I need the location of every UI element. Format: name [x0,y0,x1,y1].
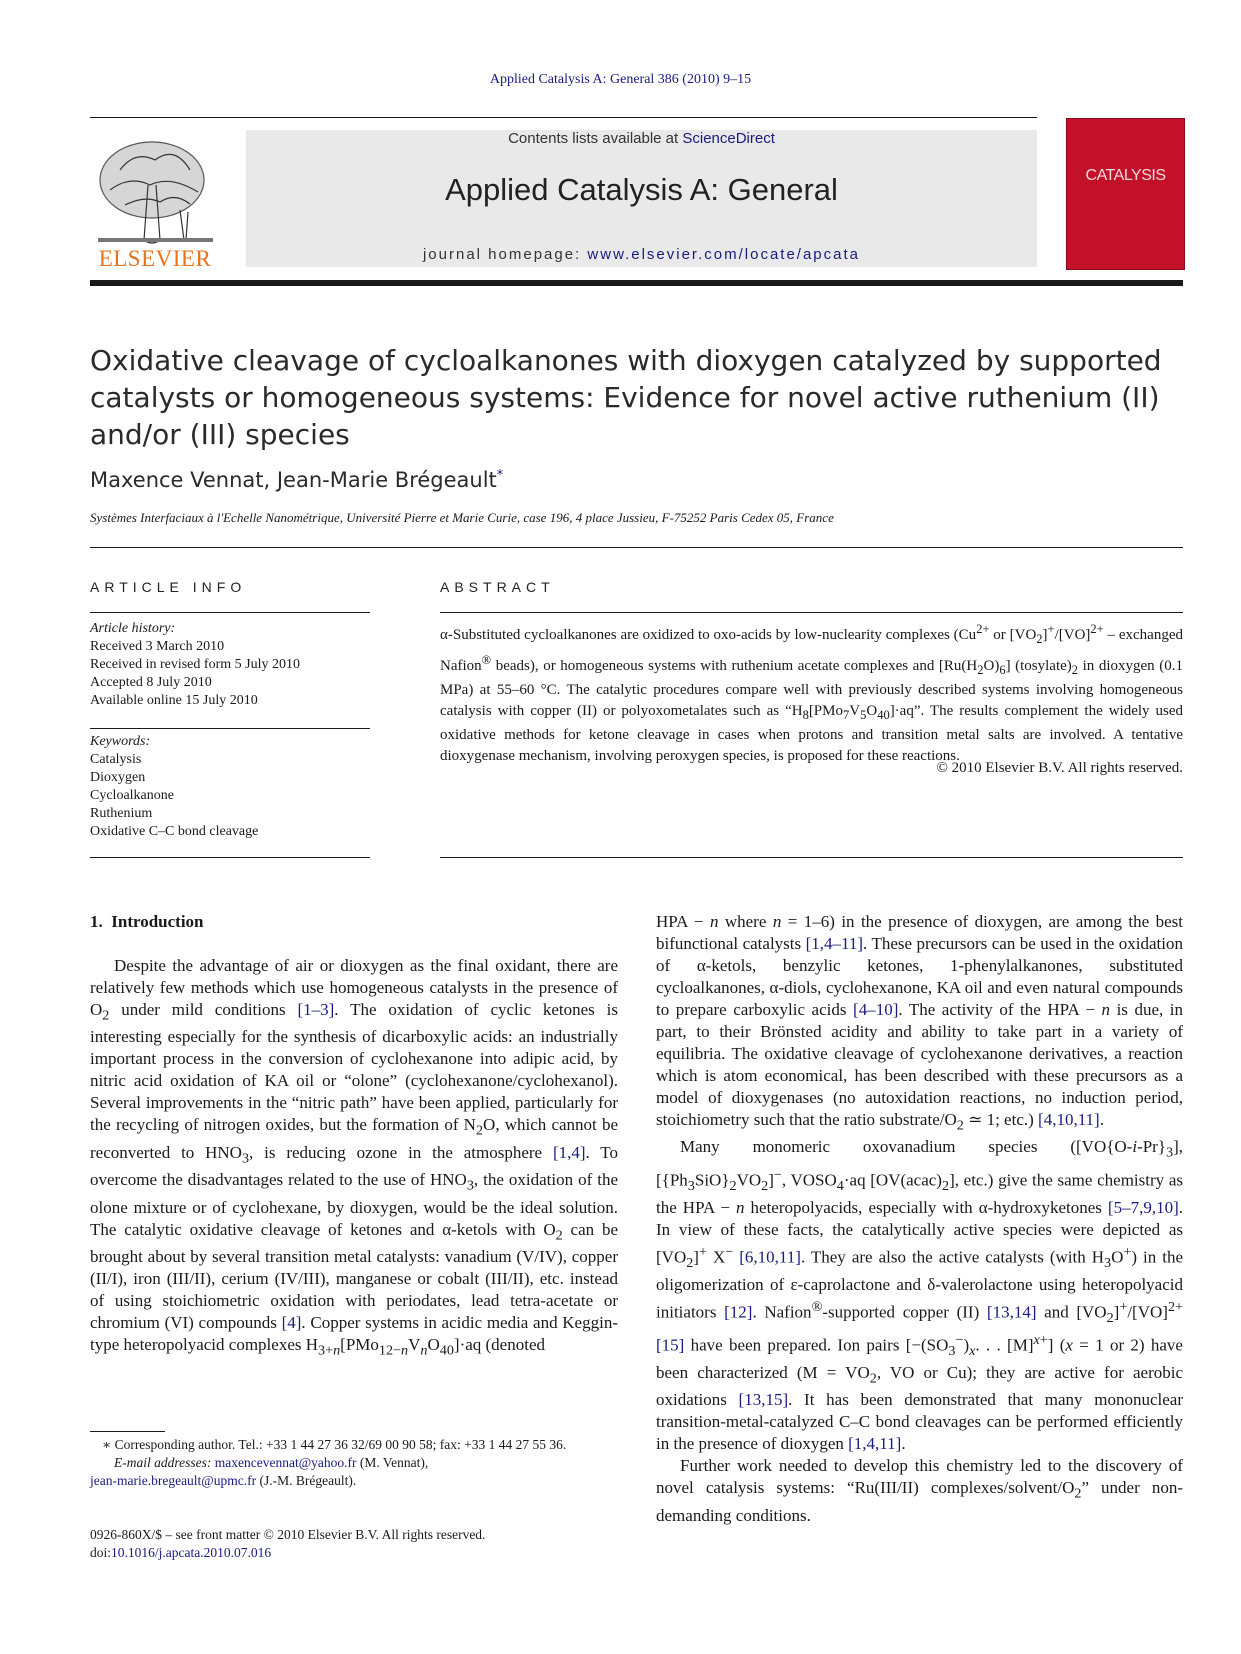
citation-link[interactable]: [6,10,11] [739,1247,801,1267]
keyword-item: Cycloalkanone [90,788,174,803]
history-item: Received 3 March 2010 [90,639,225,654]
email-label: E-mail addresses: [114,1455,212,1470]
abstract-rule [440,857,1183,858]
citation-link[interactable]: [1,4,11] [848,1434,902,1454]
corresponding-author-note: ∗ Corresponding author. Tel.: +33 1 44 27 36 32/69 00 90 58; fax: +33 1 44 27 55 36. [102,1437,567,1452]
body-paragraph: Further work needed to develop this chemistry led to the discovery of novel catalysis systems: “Ru(III/II) complexes/$solvent/O_2$” under non-demanding conditions. [656,1456,1183,1525]
keywords-label: Keywords: [90,734,151,749]
homepage-link[interactable]: www.elsevier.com/locate/apcata [587,246,861,263]
keyword-item: Dioxygen [90,770,146,785]
body-paragraph: Many monomeric oxovanadium species ($[VO\{O-i-Pr\}_3]$, $[\{Ph_3SiO\}_2VO_2]^-$, $VOSO_4\cdot aq$ $[OV(acac)_2]$, etc.) give the same chemistry as the HPA − n heteropolyacids, especially with α-hydroxyketones [5–7,9,10]. In view of these facts, the catalytically active species were depicted as $[VO_2]^+$ X− [6,10,11]. They are also the active catalysts (with $H_3O^+$) in the oligomerization of ε-caprolactone and δ-valerolactone using heteropolyacid initiators [12]. Nafion®-supported copper (II) [13,14] and $[VO_2]^+/[VO]^{2+}$ [15] have been prepared. Ion pairs [$-(SO_3^-)_x$. . . $[M]^{x+}$] (x = 1 or 2) have been characterized ($M = VO_2$, VO or Cu); they are active for aerobic oxidations [13,15]. It has been demonstrated that many mononuclear transition-metal-catalyzed C–C bond cleavages can be performed efficiently in the presence of dioxygen [1,4,11]. [656,1137,1184,1454]
header-thick-rule [90,280,1183,286]
header-top-rule [90,117,1037,118]
citation-link[interactable]: [1,4–11] [805,934,864,953]
abstract-rule [440,612,1183,613]
journal-homepage-line [246,246,1037,263]
author-list [90,468,503,492]
sciencedirect-link[interactable]: ScienceDirect [682,130,775,147]
keyword-item: Oxidative C–C bond cleavage [90,824,259,839]
body-paragraph: Despite the advantage of air or dioxygen as the final oxidant, there are relatively few methods which use homogeneous catalysts in the presence of $O_2$ under mild conditions [1–3]. The oxidation of cyclic ketones is interesting especially for the synthesis of dicarboxylic acids: an industrially important process in the conversion of cyclohexanone into adipic acid, by nitric acid oxidation of KA oil or “olone” (cyclohexanone/cyclohexanol). Several improvements in the “nitric path” have been applied, particularly for the recycling of nitrogen oxides, but the formation of $N_2O$, which cannot be reconverted to $HNO_3$, is reducing ozone in the atmosphere [1,4]. To overcome the disadvantages related to the use of $HNO_3$, the oxidation of the olone mixture or of cyclohexane, by dioxygen, would be the ideal solution. The catalytic oxidative cleavage of ketones and α-ketols with $O_2$ can be brought about by several transition metal catalysts: vanadium (V/IV), copper (II/I), iron (III/II), cerium (IV/III), manganese or cobalt (III/II), etc. instead of using stoichiometric oxidation with periodates, lead tetra-acetate or chromium (VI) compounds [4]. Copper systems in acidic media and Keggin-type heteropolyacid complexes $H_{3+n}[PMo_{12-n}V_nO_{40}]\cdot aq$ (denoted [90,956,619,1359]
email-line [90,1472,618,1490]
author-names: Maxence Vennat, Jean-Marie Brégeault [90,468,497,492]
article-history [90,620,370,710]
body-column-left [90,911,618,1361]
footnote-rule [90,1431,165,1432]
history-item: Received in revised form 5 July 2010 [90,657,300,672]
elsevier-logo-text: ELSEVIER [98,246,212,271]
contents-available-line [246,130,1037,147]
doi-line [90,1544,618,1562]
article-title: Oxidative cleavage of cycloalkanones with dioxygen catalyzed by supported catalysts or homogeneous systems: Evidence for novel active ruthenium (II) and/or (III) species [90,344,1162,451]
email-owner: (J.-M. Brégeault). [259,1473,357,1488]
citation-link[interactable]: [4–10] [853,1000,899,1019]
citation-link[interactable]: [4] [281,1312,302,1332]
issn-line: 0926-860X/$ – see front matter © 2010 Elsevier B.V. All rights reserved. [90,1527,486,1542]
citation-link[interactable]: [13,14] [986,1302,1037,1322]
contents-prefix: Contents lists available at [508,130,683,147]
history-item: Accepted 8 July 2010 [90,675,212,690]
citation-link[interactable]: [1–3] [297,1000,335,1019]
homepage-prefix: journal homepage: [422,246,588,263]
history-item: Available online 15 July 2010 [90,693,258,708]
body-paragraph: HPA − n where n = 1–6) in the presence of dioxygen, are among the best bifunctional catalysts [1,4–11]. These precursors can be used in the oxidation of α-ketols, benzylic ketones, 1-phenylalkanones, substituted cycloalkanones, α-diols, cyclohexanone, KA oil and even natural compounds to prepare carboxylic acids [4–10]. The activity of the HPA − n is due, in part, to their Brönsted acidity and ability to take part in a variety of equilibria. The oxidative cleavage of cyclohexanone derivatives, a reaction which is atom economical, has been described with these precursors as a model of dioxygenases (no autoxidation reactions, no induction period, stoichiometry such that the ratio substrate/$O_2$ ≃ 1; etc.) [4,10,11]. [656,912,1184,1134]
corresponding-author-mark[interactable]: * [496,468,504,483]
keyword-item: Catalysis [90,752,142,767]
citation-link[interactable]: [5–7,9,10] [1107,1197,1179,1217]
body-column-right [656,911,1183,1527]
info-rule [90,612,370,613]
abstract-heading: ABSTRACT [440,579,555,595]
journal-cover-thumbnail[interactable] [1066,118,1185,270]
doi-label: doi: [90,1545,112,1560]
keywords [90,733,370,841]
section-heading [90,911,618,933]
title-rule [90,547,1183,548]
article-info-heading: ARTICLE INFO [90,579,247,595]
history-label: Article history: [90,621,176,636]
email-link[interactable]: jean-marie.bregeault@upmc.fr [90,1473,257,1488]
section-number: 1. [90,912,103,931]
cover-title: CATALYSIS [1085,167,1166,184]
corresponding-text: Corresponding author. Tel.: +33 1 44 27 36 32/69 00 90 58; fax: +33 1 44 27 55 36. [114,1437,567,1452]
abstract-text: α-Substituted cycloalkanones are oxidized to oxo-acids by low-nuclearity complexes ($Cu^{2+}$ or $[VO_2]^+/[VO]^{2+}$ – exchanged Nafion® beads), or homogeneous systems with ruthenium acetate complexes and $[Ru(H_2O)_6]$ $(tosylate)_2$ in dioxygen (0.1 MPa) at 55–60 °C. The catalytic procedures compare well with previously described systems involving homogeneous catalysis with copper (II) or polyoxometalates such as “$H_8[PMo_7V_5O_{40}]\cdot aq$”. The results complement the widely used oxidative methods for ketone cleavage in cases when protons and transition metal salts are involved. A tentative dioxygenase mechanism, involving peroxygen species, is proposed for these reactions. [440,622,1184,764]
copyright-notice: © 2010 Elsevier B.V. All rights reserved. [936,760,1183,776]
citation-link[interactable]: [15] [656,1335,685,1355]
citation-link[interactable]: [1,4] [552,1142,586,1162]
email-link[interactable]: maxencevennat@yahoo.fr [214,1455,357,1470]
footnote [90,1436,618,1490]
front-matter [90,1526,618,1562]
affiliation: Systèmes Interfaciaux à l'Echelle Nanométrique, Université Pierre et Marie Curie, case 196, 4 place Jussieu, F-75252 Paris Cedex 05, France [90,510,834,525]
doi-link[interactable]: 10.1016/j.apcata.2010.07.016 [111,1545,272,1560]
journal-reference[interactable]: Applied Catalysis A: General 386 (2010) 9–15 [489,72,752,87]
journal-name: Applied Catalysis A: General [445,172,838,207]
keyword-item: Ruthenium [90,806,153,821]
citation-link[interactable]: [12] [724,1302,753,1322]
citation-link[interactable]: [13,15] [738,1390,789,1410]
email-owner: (M. Vennat), [359,1455,429,1470]
citation-link[interactable]: [4,10,11] [1038,1110,1100,1129]
info-rule [90,728,370,729]
info-rule [90,857,370,858]
section-title: Introduction [111,912,204,931]
email-line [90,1454,618,1472]
